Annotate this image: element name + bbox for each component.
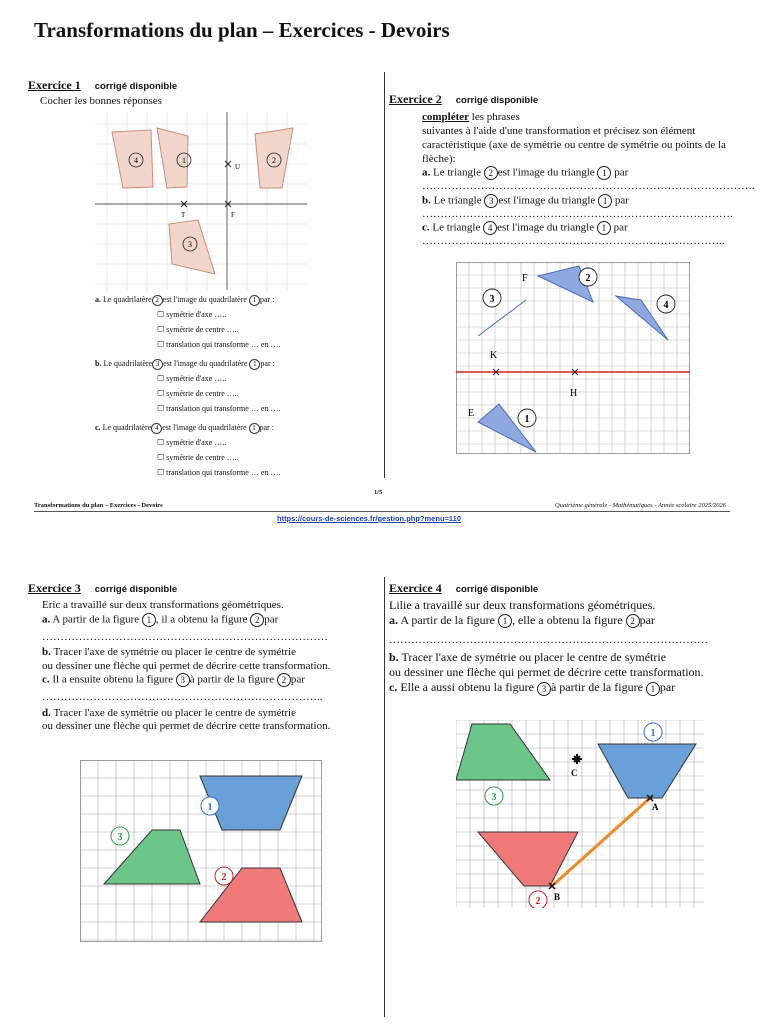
ex1-b-option-axe[interactable]: ☐ symétrie d'axe ….. — [157, 374, 227, 383]
ex2-title: Exercice 2 — [389, 92, 442, 106]
ex1-a-option-translation[interactable]: ☐ translation qui transforme … en …. — [157, 340, 281, 349]
ex4-title: Exercice 4 — [389, 581, 442, 595]
ex1-figure — [95, 112, 307, 290]
footer-left: Transformations du plan – Exercices - Devoirs — [34, 502, 163, 509]
ex4-point-C: C — [571, 768, 578, 778]
ex2-fig-label-2: 2 — [585, 273, 591, 284]
ex3-q-d: d. Tracer l'axe de symétrie ou placer le centre de symétrie — [42, 706, 296, 719]
ex2-fig-label-1: 1 — [524, 414, 530, 425]
ex1-questions — [95, 292, 375, 480]
ex3-title: Exercice 3 — [28, 581, 81, 595]
ex4-point-B: B — [554, 892, 561, 902]
ex3-label-3: 3 — [117, 832, 123, 843]
ex3-dots-2[interactable]: ………………………………………………………………….. — [42, 691, 323, 704]
ex2-point-H: H — [570, 388, 578, 399]
ex2-dots-c[interactable]: ……………………………………………………………………….. — [422, 235, 725, 248]
ex3-label-2: 2 — [221, 872, 227, 883]
ex3-header — [28, 581, 177, 596]
ex4-label-2: 2 — [535, 896, 541, 907]
ex2-intro: compléter les phrases suivantes à l'aide d'une transformation et précisez son élément caractéristique (axe de symétrie ou centre de symétrie ou points de la flèche): — [422, 110, 752, 166]
ex2-questions — [422, 166, 757, 249]
ex2-completer: compléter — [422, 111, 470, 123]
ex3-dots-1[interactable]: …………………………………………………………………… — [42, 630, 328, 643]
ex1-q-a: a. Le quadrilatère 2 est l'image du quadrilatère 1 par : — [95, 295, 275, 304]
ex4-q-c: c. Elle a aussi obtenu la figure 3 à partir de la figure 1 par — [389, 680, 676, 695]
page-title: Transformations du plan – Exercices - Devoirs — [34, 18, 450, 42]
ex1-quad-4 — [112, 130, 153, 188]
ex2-point-E: E — [468, 408, 475, 419]
ex1-a-option-axe[interactable]: ☐ symétrie d'axe ….. — [157, 310, 227, 319]
ex4-label-3: 3 — [491, 792, 497, 803]
ex4-dots-1[interactable]: …………………………………………………………………………… — [389, 634, 708, 647]
ex4-text — [389, 598, 764, 696]
ex2-dots-a[interactable]: ………………………………………………………………………………. — [422, 180, 755, 193]
footer-link[interactable]: https://cours-de-sciences.fr/gestion.php?menu=110 — [277, 514, 461, 523]
ex1-b-option-translation[interactable]: ☐ translation qui transforme … en …. — [157, 404, 281, 413]
ex4-figure — [456, 720, 704, 908]
footer-rule — [34, 511, 730, 512]
ex3-q-b: b. Tracer l'axe de symétrie ou placer le centre de symétrie — [42, 646, 296, 659]
ex4-point-A: A — [652, 802, 659, 812]
ex1-title: Exercice 1 — [28, 78, 81, 92]
ex1-fig-label-2: 2 — [272, 156, 276, 165]
ex1-fig-label-1: 1 — [182, 156, 186, 165]
ex2-corrige: corrigé disponible — [455, 95, 539, 106]
ex1-c-option-axe[interactable]: ☐ symétrie d'axe ….. — [157, 438, 227, 447]
ex1-c-option-translation[interactable]: ☐ translation qui transforme … en …. — [157, 468, 281, 477]
ex4-label-1: 1 — [650, 728, 656, 739]
ex2-tri-3 — [478, 300, 526, 336]
column-divider-bottom — [384, 577, 385, 1017]
footer-right: Quatrième générale - Mathématiques - Année scolaire 2025/2026 — [555, 502, 726, 509]
ex1-header — [28, 78, 177, 93]
ex1-point-F: F — [231, 211, 235, 219]
ex4-q-b2: ou dessiner une flèche qui permet de décrire cette transformation. — [389, 665, 704, 680]
ex1-b-option-centre[interactable]: ☐ symétrie de centre ….. — [157, 389, 239, 398]
ex2-figure — [456, 262, 690, 454]
ex2-q-c: c. Le triangle 4 est l'image du triangle 1 par — [422, 221, 628, 234]
ex3-q-a: a. A partir de la figure 1 , il a obtenu la figure 2 par — [42, 613, 279, 626]
ex3-figure — [80, 760, 322, 942]
ex3-q-b2: ou dessiner une flèche qui permet de décrire cette transformation. — [42, 659, 331, 672]
ex2-point-F: F — [522, 273, 528, 284]
ex1-quad-3 — [169, 220, 215, 274]
column-divider-top — [384, 72, 385, 478]
ex3-label-1: 1 — [207, 802, 213, 813]
ex1-fig-label-4: 4 — [134, 156, 138, 165]
ex3-line1: Eric a travaillé sur deux transformations géométriques. — [42, 599, 284, 611]
ex2-q-b: b. Le triangle 3 est l'image du triangle 1 par — [422, 194, 629, 207]
ex2-fig-label-3: 3 — [489, 294, 495, 305]
ex4-corrige: corrigé disponible — [455, 584, 539, 595]
ex3-q-c: c. Il a ensuite obtenu la figure 3 à partir de la figure 2 par — [42, 673, 305, 686]
ex1-q-b: b. Le quadrilatère 3 est l'image du quadrilatère 1 par : — [95, 359, 275, 368]
ex3-text — [42, 599, 377, 734]
ex2-dots-b[interactable]: …………………………………………………………………………. — [422, 207, 733, 220]
ex3-q-d2: ou dessiner une flèche qui permet de décrire cette transformation. — [42, 720, 331, 733]
page-number: 1/5 — [374, 489, 383, 496]
ex1-point-U: U — [235, 163, 241, 171]
ex1-corrige: corrigé disponible — [94, 81, 178, 92]
ex1-q-c: c. Le quadrilatère 4 est l'image du quadrilatère 1 par : — [95, 423, 274, 432]
ex2-q-a: a. Le triangle 2 est l'image du triangle 1 par — [422, 166, 629, 179]
ex1-a-option-centre[interactable]: ☐ symétrie de centre ….. — [157, 325, 239, 334]
ex4-q-a: a. A partir de la figure 1 , elle a obtenu la figure 2 par — [389, 613, 655, 627]
ex1-point-T: T — [181, 211, 186, 219]
ex2-fig-label-4: 4 — [663, 300, 669, 311]
ex4-q-b: b. Tracer l'axe de symétrie ou placer le centre de symétrie — [389, 650, 667, 665]
ex4-header — [389, 581, 538, 596]
ex2-header — [389, 92, 538, 107]
ex2-point-K: K — [490, 350, 498, 361]
ex1-c-option-centre[interactable]: ☐ symétrie de centre ….. — [157, 453, 239, 462]
ex4-line1: Lilie a travaillé sur deux transformations géométriques. — [389, 598, 656, 612]
ex2-intro2: suivantes à l'aide d'une transformation et précisez son élément caractéristique (axe de symétrie ou centre de symétrie ou points de la flèche): — [422, 125, 726, 165]
ex1-fig-label-3: 3 — [188, 240, 192, 249]
ex3-corrige: corrigé disponible — [94, 584, 178, 595]
ex4-fig-3 — [456, 724, 550, 780]
ex1-instruction: Cocher les bonnes réponses — [40, 95, 162, 107]
